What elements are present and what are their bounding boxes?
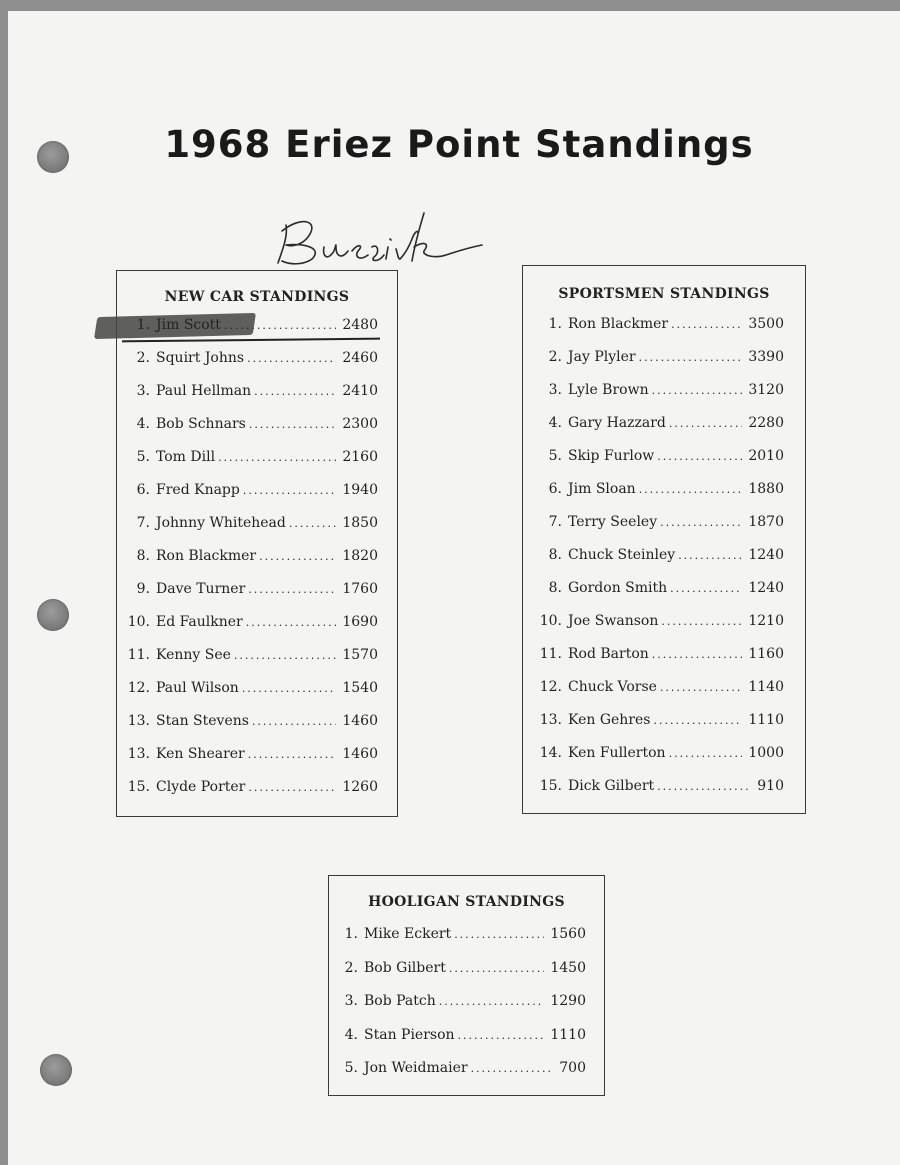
binder-hole-bottom bbox=[40, 1054, 72, 1086]
dot-leader bbox=[669, 747, 743, 760]
driver-name: Dave Turner bbox=[156, 581, 246, 597]
row-rank: 1. bbox=[548, 316, 562, 332]
dot-leader bbox=[243, 484, 337, 497]
dot-leader bbox=[439, 995, 545, 1008]
driver-points: 1000 bbox=[748, 745, 784, 761]
driver-name: Paul Wilson bbox=[156, 680, 239, 696]
dot-leader bbox=[661, 615, 742, 628]
driver-name: Mike Eckert bbox=[364, 926, 452, 942]
row-rank: 2. bbox=[136, 350, 150, 366]
standings-row bbox=[126, 647, 378, 667]
standings-row bbox=[340, 1027, 586, 1047]
driver-name: Chuck Steinley bbox=[568, 547, 676, 563]
driver-points: 1460 bbox=[342, 713, 378, 729]
row-rank: 2. bbox=[548, 349, 562, 365]
standings-row bbox=[126, 614, 378, 634]
driver-name: Bob Gilbert bbox=[364, 959, 446, 976]
row-rank: 7. bbox=[136, 515, 150, 531]
dot-leader bbox=[252, 715, 336, 728]
standings-row bbox=[126, 581, 378, 601]
driver-name: Jim Sloan bbox=[568, 481, 636, 497]
dot-leader bbox=[639, 483, 743, 496]
row-rank: 8. bbox=[548, 580, 562, 596]
row-rank: 6. bbox=[136, 482, 150, 498]
driver-name: Chuck Vorse bbox=[568, 679, 657, 695]
standings-row bbox=[126, 482, 378, 502]
dot-leader bbox=[669, 417, 742, 430]
row-rank: 1. bbox=[344, 926, 358, 942]
driver-name: Jim Scott bbox=[156, 317, 221, 333]
dot-leader bbox=[246, 616, 337, 629]
driver-name: Skip Furlow bbox=[568, 448, 655, 464]
driver-name: Stan Stevens bbox=[156, 713, 249, 729]
driver-name: Stan Pierson bbox=[364, 1026, 455, 1043]
row-rank: 1. bbox=[136, 317, 150, 333]
row-rank: 11. bbox=[127, 647, 150, 663]
dot-leader bbox=[454, 928, 544, 941]
dot-leader bbox=[660, 516, 742, 529]
row-rank: 10. bbox=[539, 613, 562, 629]
driver-points: 2460 bbox=[342, 350, 378, 366]
standings-row bbox=[126, 350, 378, 370]
standings-row bbox=[126, 548, 378, 568]
row-rank: 13. bbox=[127, 713, 150, 729]
dot-leader bbox=[652, 384, 743, 397]
standings-row bbox=[340, 960, 586, 980]
driver-name: Ken Fullerton bbox=[568, 745, 666, 761]
row-rank: 13. bbox=[539, 712, 562, 728]
driver-name: Bob Schnars bbox=[156, 416, 246, 432]
dot-leader bbox=[254, 385, 336, 398]
standings-row bbox=[340, 993, 586, 1013]
driver-points: 1110 bbox=[748, 712, 784, 728]
row-rank: 4. bbox=[344, 1026, 358, 1043]
row-rank: 2. bbox=[344, 959, 358, 976]
driver-points: 1210 bbox=[748, 613, 784, 629]
standings-row bbox=[126, 779, 378, 799]
driver-name: Ron Blackmer bbox=[156, 548, 257, 564]
row-rank: 4. bbox=[136, 416, 150, 432]
sportsmen-heading: SPORTSMEN STANDINGS bbox=[558, 286, 770, 302]
row-rank: 5. bbox=[136, 449, 150, 465]
driver-name: Ron Blackmer bbox=[568, 316, 669, 332]
driver-name: Terry Seeley bbox=[568, 514, 658, 530]
row-rank: 9. bbox=[136, 581, 150, 597]
standings-row bbox=[126, 713, 378, 733]
row-rank: 5. bbox=[344, 1060, 358, 1076]
driver-name: Gary Hazzard bbox=[568, 415, 666, 431]
row-rank: 8. bbox=[548, 547, 562, 563]
dot-leader bbox=[671, 318, 742, 331]
dot-leader bbox=[249, 418, 337, 431]
driver-name: Bob Patch bbox=[364, 993, 436, 1009]
driver-name: Jon Weidmaier bbox=[364, 1060, 468, 1076]
standings-row bbox=[538, 580, 784, 600]
standings-row bbox=[340, 926, 586, 946]
hooligan-heading: HOOLIGAN STANDINGS bbox=[368, 894, 565, 910]
dot-leader bbox=[653, 714, 742, 727]
driver-name: Johnny Whitehead bbox=[156, 515, 286, 531]
dot-leader bbox=[248, 748, 337, 761]
row-rank: 6. bbox=[548, 481, 562, 497]
driver-points: 1240 bbox=[748, 580, 784, 596]
dot-leader bbox=[248, 583, 336, 596]
row-rank: 14. bbox=[539, 745, 562, 761]
driver-name: Tom Dill bbox=[156, 449, 216, 465]
driver-points: 1160 bbox=[748, 646, 784, 662]
standings-row bbox=[126, 416, 378, 436]
standings-row bbox=[538, 514, 784, 534]
binder-hole-middle bbox=[37, 599, 69, 631]
dot-leader bbox=[242, 682, 337, 695]
driver-name: Ken Shearer bbox=[156, 746, 245, 762]
driver-points: 1880 bbox=[748, 481, 784, 497]
driver-name: Ken Gehres bbox=[568, 712, 651, 728]
standings-row bbox=[126, 317, 378, 337]
row-rank: 5. bbox=[548, 448, 562, 464]
standings-row bbox=[340, 1060, 586, 1080]
dot-leader bbox=[657, 780, 751, 793]
dot-leader bbox=[652, 648, 743, 661]
driver-points: 1760 bbox=[342, 581, 378, 597]
driver-points: 2300 bbox=[342, 416, 378, 432]
driver-name: Rod Barton bbox=[568, 646, 649, 662]
driver-points: 2480 bbox=[342, 317, 378, 333]
driver-points: 1460 bbox=[342, 746, 378, 762]
standings-row bbox=[538, 778, 784, 798]
dot-leader bbox=[678, 549, 742, 562]
driver-points: 1570 bbox=[342, 647, 378, 663]
driver-points: 1820 bbox=[342, 548, 378, 564]
driver-points: 1940 bbox=[342, 482, 378, 498]
standings-row bbox=[538, 349, 784, 369]
row-rank: 13. bbox=[127, 746, 150, 762]
dot-leader bbox=[234, 649, 336, 662]
driver-name: Kenny See bbox=[156, 647, 231, 663]
driver-points: 700 bbox=[559, 1060, 586, 1076]
standings-row bbox=[538, 481, 784, 501]
standings-row bbox=[538, 646, 784, 666]
driver-name: Joe Swanson bbox=[568, 613, 659, 629]
standings-row bbox=[538, 745, 784, 765]
dot-leader bbox=[639, 351, 743, 364]
driver-points: 1240 bbox=[748, 547, 784, 563]
page-title: 1968 Eriez Point Standings bbox=[164, 123, 754, 166]
row-rank: 3. bbox=[344, 993, 358, 1009]
dot-leader bbox=[259, 550, 336, 563]
driver-points: 1850 bbox=[342, 515, 378, 531]
driver-name: Gordon Smith bbox=[568, 580, 668, 596]
driver-name: Jay Plyler bbox=[568, 349, 636, 365]
dot-leader bbox=[224, 319, 336, 332]
row-rank: 7. bbox=[548, 514, 562, 530]
row-rank: 4. bbox=[548, 415, 562, 431]
driver-name: Dick Gilbert bbox=[568, 778, 655, 794]
standings-row bbox=[538, 448, 784, 468]
dot-leader bbox=[657, 450, 742, 463]
row-rank: 12. bbox=[127, 680, 150, 696]
handwritten-signature bbox=[268, 203, 498, 273]
row-rank: 3. bbox=[548, 382, 562, 398]
driver-points: 1290 bbox=[550, 993, 586, 1009]
driver-points: 1450 bbox=[550, 959, 586, 976]
new-car-heading: NEW CAR STANDINGS bbox=[164, 289, 350, 305]
driver-points: 1110 bbox=[550, 1026, 586, 1043]
dot-leader bbox=[471, 1062, 554, 1075]
standings-row bbox=[538, 613, 784, 633]
driver-points: 1140 bbox=[748, 679, 784, 695]
driver-points: 3120 bbox=[748, 382, 784, 398]
driver-name: Paul Hellman bbox=[156, 383, 252, 399]
standings-row bbox=[126, 515, 378, 535]
dot-leader bbox=[449, 962, 545, 975]
dot-leader bbox=[458, 1029, 545, 1042]
driver-points: 3390 bbox=[748, 349, 784, 365]
dot-leader bbox=[247, 352, 336, 365]
driver-points: 1870 bbox=[748, 514, 784, 530]
driver-points: 2010 bbox=[748, 448, 784, 464]
standings-row bbox=[126, 680, 378, 700]
standings-row bbox=[126, 383, 378, 403]
driver-name: Lyle Brown bbox=[568, 382, 649, 398]
driver-points: 1690 bbox=[342, 614, 378, 630]
driver-name: Fred Knapp bbox=[156, 482, 240, 498]
dot-leader bbox=[660, 681, 742, 694]
standings-row bbox=[126, 746, 378, 766]
driver-points: 2160 bbox=[342, 449, 378, 465]
dot-leader bbox=[218, 451, 336, 464]
driver-name: Squirt Johns bbox=[156, 350, 245, 366]
driver-points: 2280 bbox=[748, 415, 784, 431]
standings-row bbox=[538, 316, 784, 336]
standings-row bbox=[538, 712, 784, 732]
row-rank: 3. bbox=[136, 383, 150, 399]
row-rank: 15. bbox=[539, 778, 562, 794]
dot-leader bbox=[289, 517, 337, 530]
row-rank: 10. bbox=[127, 614, 150, 630]
driver-name: Ed Faulkner bbox=[156, 614, 243, 630]
driver-points: 1540 bbox=[342, 680, 378, 696]
row-rank: 15. bbox=[127, 779, 150, 795]
driver-points: 2410 bbox=[342, 383, 378, 399]
standings-row bbox=[538, 382, 784, 402]
standings-row bbox=[538, 547, 784, 567]
row-rank: 11. bbox=[539, 646, 562, 662]
dot-leader bbox=[670, 582, 742, 595]
driver-points: 910 bbox=[757, 778, 784, 794]
driver-points: 3500 bbox=[748, 316, 784, 332]
dot-leader bbox=[248, 781, 336, 794]
standings-row bbox=[538, 679, 784, 699]
row-rank: 12. bbox=[539, 679, 562, 695]
standings-row bbox=[126, 449, 378, 469]
row-rank: 8. bbox=[136, 548, 150, 564]
driver-name: Clyde Porter bbox=[156, 779, 246, 795]
driver-points: 1260 bbox=[342, 779, 378, 795]
driver-points: 1560 bbox=[550, 926, 586, 942]
standings-row bbox=[538, 415, 784, 435]
